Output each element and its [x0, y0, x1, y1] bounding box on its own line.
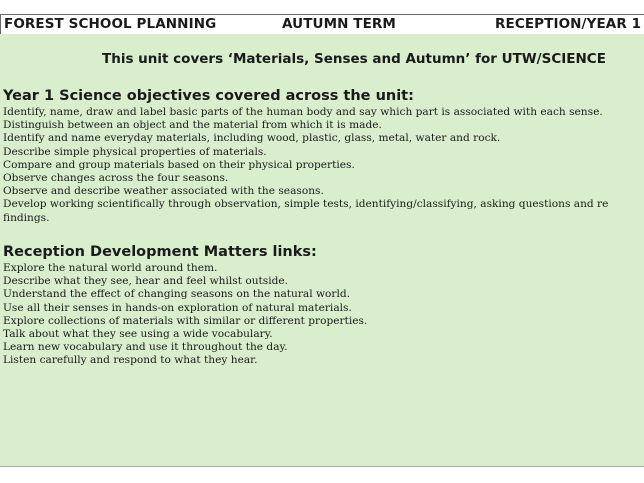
list-item: Use all their senses in hands-on exploration of natural materials.: [3, 301, 352, 314]
list-item: Listen carefully and respond to what they hear.: [3, 354, 258, 367]
header-year-group: RECEPTION/YEAR 1: [495, 16, 642, 32]
list-item: Identify and name everyday materials, including wood, plastic, glass, metal, water and rock.: [3, 132, 501, 145]
unit-subtitle: This unit covers ‘Materials, Senses and Autumn’ for UTW/SCIENCE: [102, 51, 606, 67]
science-objectives-title: Year 1 Science objectives covered across the unit:: [3, 88, 414, 104]
header-bar: [0, 14, 644, 34]
list-item: Explore collections of materials with similar or different properties.: [3, 314, 368, 327]
reception-links-list: [3, 262, 367, 368]
header-title: FOREST SCHOOL PLANNING: [4, 16, 217, 32]
list-item: Describe what they see, hear and feel whilst outside.: [3, 275, 289, 288]
list-item: Understand the effect of changing seasons on the natural world.: [3, 288, 351, 301]
list-item: Observe changes across the four seasons.: [3, 172, 229, 185]
list-item: Learn new vocabulary and use it throughout the day.: [3, 341, 288, 354]
list-item: Compare and group materials based on their physical properties.: [3, 158, 355, 171]
list-item: Observe and describe weather associated with the seasons.: [3, 185, 324, 198]
content-panel: [0, 34, 644, 467]
list-item: Describe simple physical properties of materials.: [3, 145, 267, 158]
list-item: findings.: [3, 211, 50, 224]
list-item: Explore the natural world around them.: [3, 262, 218, 274]
header-term: AUTUMN TERM: [282, 16, 396, 32]
science-objectives-list: [3, 106, 608, 225]
reception-links-title: Reception Development Matters links:: [3, 244, 317, 260]
list-item: Talk about what they see using a wide vocabulary.: [3, 328, 273, 341]
list-item: Develop working scientifically through observation, simple tests, identifying/classifying, asking questions and re: [3, 198, 609, 211]
list-item: Distinguish between an object and the material from which it is made.: [3, 119, 382, 132]
list-item: Identify, name, draw and label basic parts of the human body and say which part is associated with each sense.: [3, 106, 603, 118]
